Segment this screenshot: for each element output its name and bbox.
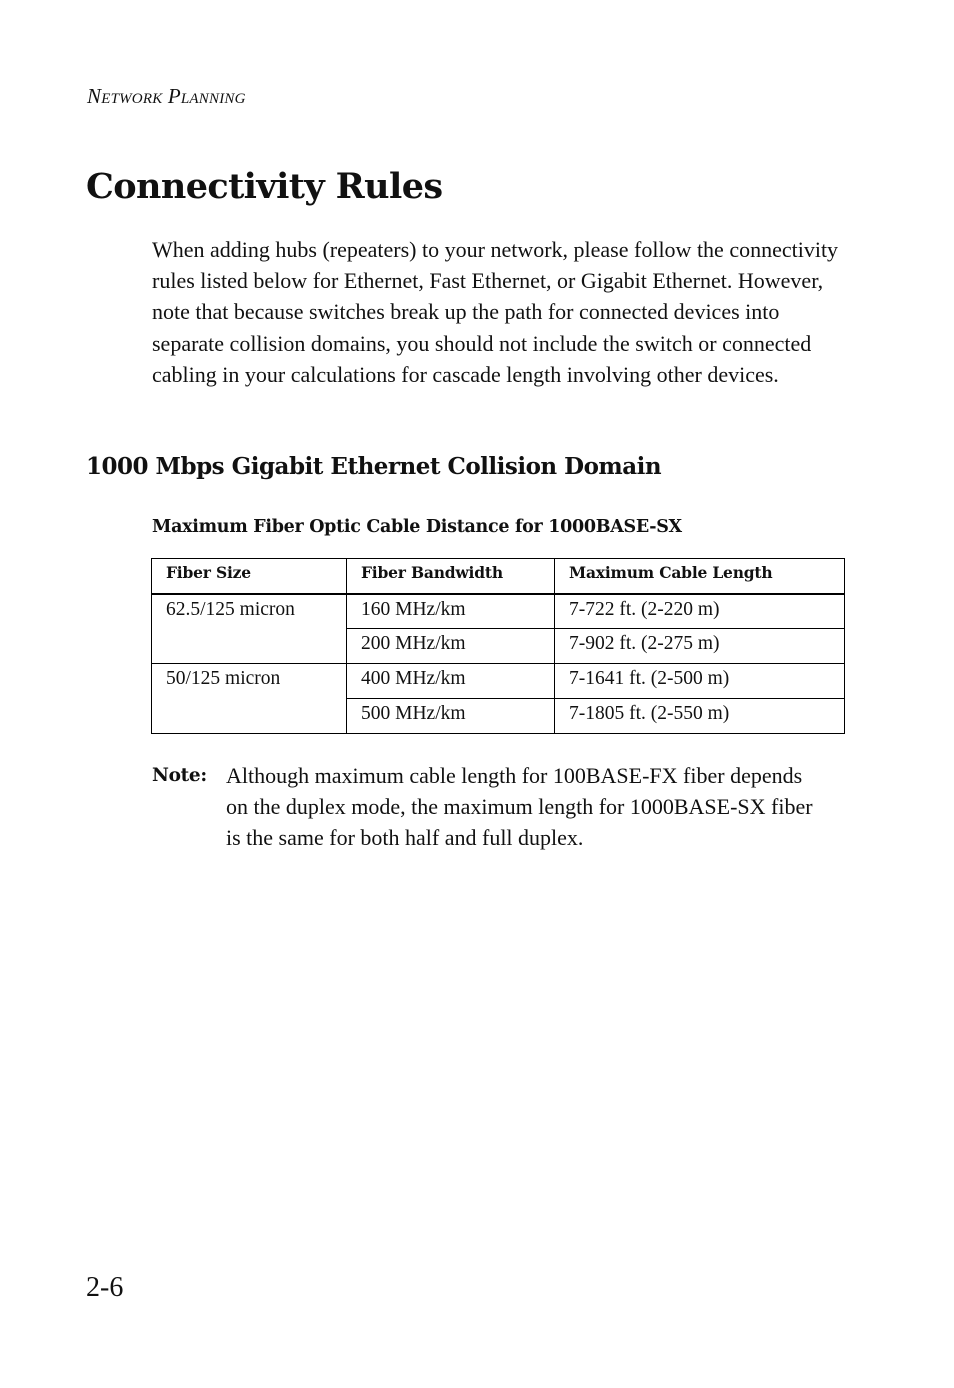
bandwidth-cell: 400 MHz/km [347,664,555,699]
page-title: Connectivity Rules [86,166,443,207]
intro-paragraph: When adding hubs (repeaters) to your network, please follow the connectivity rules listed below for Ethernet, Fast Ethernet, or Gigabit Ethernet. However, note that because switches break up the path for connected devices into separate collision domains, you should not include the switch or connected cabling in your calculations for cascade length involving other devices. [152,237,839,387]
bandwidth-cell: 160 MHz/km [347,594,555,629]
table-header-row [152,559,845,594]
fiber-size-cell: 62.5/125 micron [152,594,347,664]
length-cell: 7-1805 ft. (2-550 m) [555,699,845,734]
note-block [152,760,832,854]
table-row [152,594,845,629]
note-text: Although maximum cable length for 100BASE-FX fiber depends on the duplex mode, the maximum length for 1000BASE-SX fiber is the same for both half and full duplex. [226,763,813,851]
note-label: Note: [152,765,207,786]
running-header: Network Planning [87,84,246,108]
table-caption: Maximum Fiber Optic Cable Distance for 1000BASE-SX [152,517,682,537]
column-header-max-cable-length: Maximum Cable Length [555,559,845,594]
bandwidth-cell: 200 MHz/km [347,629,555,664]
column-header-fiber-size: Fiber Size [152,559,347,594]
fiber-distance-table [151,558,845,734]
length-cell: 7-902 ft. (2-275 m) [555,629,845,664]
length-cell: 7-1641 ft. (2-500 m) [555,664,845,699]
table-row [152,664,845,699]
fiber-size-cell: 50/125 micron [152,664,347,734]
page-number: 2-6 [86,1272,124,1303]
column-header-fiber-bandwidth: Fiber Bandwidth [347,559,555,594]
length-cell: 7-722 ft. (2-220 m) [555,594,845,629]
section-title: 1000 Mbps Gigabit Ethernet Collision Domain [86,453,662,480]
bandwidth-cell: 500 MHz/km [347,699,555,734]
